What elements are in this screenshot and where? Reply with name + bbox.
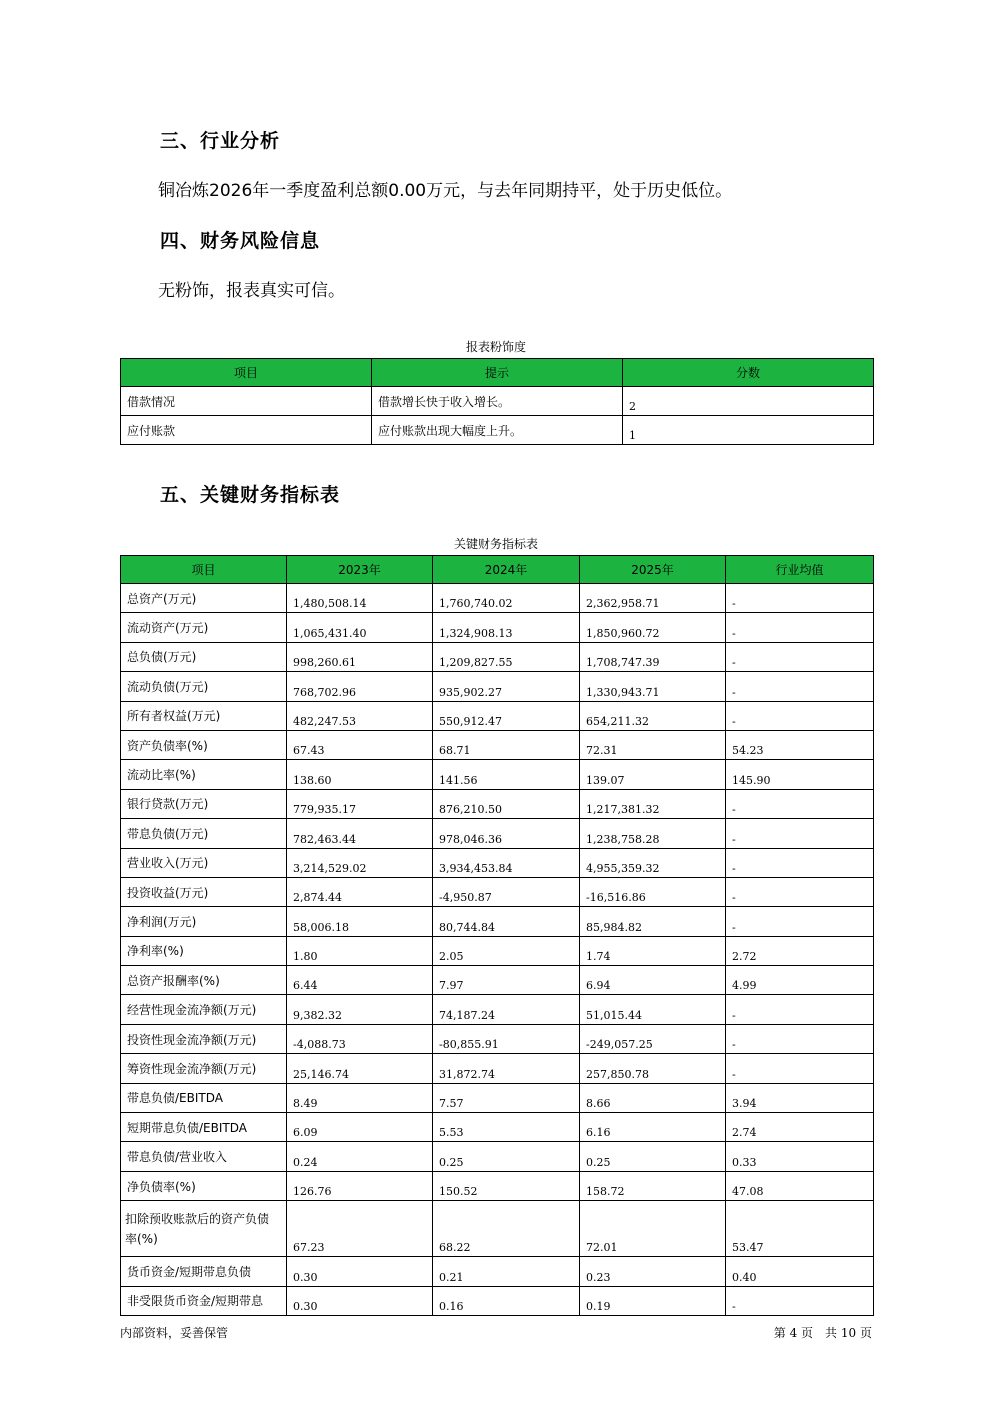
cell-value: 1,708,747.39 — [580, 642, 726, 671]
cell-item: 总负债(万元) — [121, 642, 287, 671]
cell-value: 139.07 — [580, 760, 726, 789]
table-row — [121, 995, 874, 1024]
cell-score: 2 — [623, 387, 874, 416]
cell-item: 投资性现金流净额(万元) — [121, 1024, 287, 1053]
table-row — [121, 789, 874, 818]
cell-value: 145.90 — [726, 760, 874, 789]
cell-value: 150.52 — [433, 1171, 580, 1200]
cell-value: - — [726, 877, 874, 906]
cell-value: 25,146.74 — [287, 1054, 433, 1083]
cell-item: 资产负债率(%) — [121, 730, 287, 759]
cell-value: 0.30 — [287, 1286, 433, 1315]
cell-value: 0.33 — [726, 1142, 874, 1171]
cell-value: 85,984.82 — [580, 907, 726, 936]
header-2024: 2024年 — [433, 556, 580, 584]
cell-item: 短期带息负债/EBITDA — [121, 1113, 287, 1142]
cell-hint: 借款增长快于收入增长。 — [372, 387, 623, 416]
cell-value: 2,874.44 — [287, 877, 433, 906]
cell-item: 流动比率(%) — [121, 760, 287, 789]
cell-value: 0.24 — [287, 1142, 433, 1171]
table-row — [121, 1201, 874, 1257]
cell-value: 6.44 — [287, 966, 433, 995]
table-row — [121, 760, 874, 789]
cell-value: 3.94 — [726, 1083, 874, 1112]
cell-value: 876,210.50 — [433, 789, 580, 818]
cell-value: - — [726, 584, 874, 613]
risk-table-caption: 报表粉饰度 — [465, 340, 526, 354]
cell-item: 非受限货币资金/短期带息 — [121, 1286, 287, 1315]
cell-value: 72.01 — [580, 1201, 726, 1257]
page-suffix: 页 — [859, 1326, 872, 1340]
cell-value: 3,214,529.02 — [287, 848, 433, 877]
cell-value: 2.74 — [726, 1113, 874, 1142]
page-prefix: 第 — [773, 1326, 786, 1340]
table-row — [121, 672, 874, 701]
cell-value: -249,057.25 — [580, 1024, 726, 1053]
risk-table — [120, 358, 874, 445]
section-5-title: 五、关键财务指标表 — [160, 484, 341, 506]
cell-item: 净利率(%) — [121, 936, 287, 965]
cell-value: - — [726, 819, 874, 848]
cell-value: 67.43 — [287, 730, 433, 759]
cell-value: 126.76 — [287, 1171, 433, 1200]
cell-value: 2.05 — [433, 936, 580, 965]
cell-value: 0.30 — [287, 1257, 433, 1286]
cell-value: - — [726, 848, 874, 877]
cell-value: 6.16 — [580, 1113, 726, 1142]
cell-item: 净利润(万元) — [121, 907, 287, 936]
cell-value: - — [726, 1054, 874, 1083]
cell-value: 58,006.18 — [287, 907, 433, 936]
cell-value: 1,217,381.32 — [580, 789, 726, 818]
cell-value: 1,480,508.14 — [287, 584, 433, 613]
cell-value: -16,516.86 — [580, 877, 726, 906]
cell-score: 1 — [623, 416, 874, 445]
table-row — [121, 1142, 874, 1171]
cell-value: - — [726, 1024, 874, 1053]
table-row — [121, 642, 874, 671]
table-row — [121, 1171, 874, 1200]
cell-value: -80,855.91 — [433, 1024, 580, 1053]
page-mid: 页 共 — [801, 1326, 838, 1340]
cell-value: 6.09 — [287, 1113, 433, 1142]
table-row — [121, 387, 874, 416]
header-item: 项目 — [121, 556, 287, 584]
cell-value: - — [726, 701, 874, 730]
cell-value: 1.74 — [580, 936, 726, 965]
cell-item: 借款情况 — [121, 387, 372, 416]
cell-value: 141.56 — [433, 760, 580, 789]
table-row — [121, 936, 874, 965]
cell-value: 6.94 — [580, 966, 726, 995]
cell-value: 1,209,827.55 — [433, 642, 580, 671]
cell-item: 经营性现金流净额(万元) — [121, 995, 287, 1024]
cell-value: 1.80 — [287, 936, 433, 965]
table-row — [121, 907, 874, 936]
footer-page-number — [774, 1324, 872, 1341]
header-item: 项目 — [121, 359, 372, 387]
cell-value: - — [726, 907, 874, 936]
table-row — [121, 848, 874, 877]
cell-value: 4,955,359.32 — [580, 848, 726, 877]
cell-value: 67.23 — [287, 1201, 433, 1257]
table-row — [121, 1083, 874, 1112]
cell-value: -4,950.87 — [433, 877, 580, 906]
table-row — [121, 1286, 874, 1315]
cell-item: 流动负债(万元) — [121, 672, 287, 701]
table-row — [121, 584, 874, 613]
cell-item: 营业收入(万元) — [121, 848, 287, 877]
cell-item: 总资产报酬率(%) — [121, 966, 287, 995]
kpi-table — [120, 555, 874, 1316]
cell-value: 80,744.84 — [433, 907, 580, 936]
cell-value: 782,463.44 — [287, 819, 433, 848]
cell-value: 54.23 — [726, 730, 874, 759]
cell-value: 1,850,960.72 — [580, 613, 726, 642]
cell-value: 51,015.44 — [580, 995, 726, 1024]
header-2023: 2023年 — [287, 556, 433, 584]
page-current: 4 — [789, 1326, 798, 1340]
section-4-text: 无粉饰，报表真实可信。 — [158, 281, 345, 301]
table-row — [121, 1054, 874, 1083]
cell-value: 31,872.74 — [433, 1054, 580, 1083]
header-hint: 提示 — [372, 359, 623, 387]
cell-value: 3,934,453.84 — [433, 848, 580, 877]
cell-value: 7.57 — [433, 1083, 580, 1112]
cell-value: 2.72 — [726, 936, 874, 965]
header-2025: 2025年 — [580, 556, 726, 584]
cell-value: 1,330,943.71 — [580, 672, 726, 701]
cell-value: 978,046.36 — [433, 819, 580, 848]
page-total: 10 — [840, 1326, 857, 1340]
cell-value: - — [726, 789, 874, 818]
cell-value: 0.21 — [433, 1257, 580, 1286]
cell-value: 2,362,958.71 — [580, 584, 726, 613]
cell-value: 1,324,908.13 — [433, 613, 580, 642]
cell-value: 74,187.24 — [433, 995, 580, 1024]
cell-item: 流动资产(万元) — [121, 613, 287, 642]
cell-value: - — [726, 1286, 874, 1315]
cell-item: 净负债率(%) — [121, 1171, 287, 1200]
cell-item: 扣除预收账款后的资产负债率(%) — [121, 1201, 287, 1257]
cell-item: 带息负债/营业收入 — [121, 1142, 287, 1171]
cell-value: 482,247.53 — [287, 701, 433, 730]
cell-item: 筹资性现金流净额(万元) — [121, 1054, 287, 1083]
cell-value: 0.23 — [580, 1257, 726, 1286]
cell-item: 带息负债(万元) — [121, 819, 287, 848]
cell-item: 所有者权益(万元) — [121, 701, 287, 730]
cell-value: 779,935.17 — [287, 789, 433, 818]
section-3-title: 三、行业分析 — [160, 130, 281, 152]
cell-value: 53.47 — [726, 1201, 874, 1257]
cell-value: 8.49 — [287, 1083, 433, 1112]
cell-value: 1,760,740.02 — [433, 584, 580, 613]
cell-value: 935,902.27 — [433, 672, 580, 701]
cell-value: 0.16 — [433, 1286, 580, 1315]
cell-item: 带息负债/EBITDA — [121, 1083, 287, 1112]
cell-value: - — [726, 613, 874, 642]
kpi-table-header-row — [121, 556, 874, 584]
table-row — [121, 966, 874, 995]
cell-value: - — [726, 672, 874, 701]
cell-item: 应付账款 — [121, 416, 372, 445]
cell-value: 7.97 — [433, 966, 580, 995]
cell-value: 68.71 — [433, 730, 580, 759]
table-row — [121, 416, 874, 445]
table-row — [121, 701, 874, 730]
cell-value: 550,912.47 — [433, 701, 580, 730]
header-score: 分数 — [623, 359, 874, 387]
cell-value: 158.72 — [580, 1171, 726, 1200]
cell-value: - — [726, 642, 874, 671]
cell-item: 银行贷款(万元) — [121, 789, 287, 818]
cell-hint: 应付账款出现大幅度上升。 — [372, 416, 623, 445]
table-row — [121, 730, 874, 759]
cell-value: 0.25 — [433, 1142, 580, 1171]
cell-value: - — [726, 995, 874, 1024]
risk-table-header-row — [121, 359, 874, 387]
cell-value: 5.53 — [433, 1113, 580, 1142]
cell-value: 47.08 — [726, 1171, 874, 1200]
section-4-title: 四、财务风险信息 — [160, 230, 321, 252]
section-3-text: 铜冶炼2026年一季度盈利总额0.00万元，与去年同期持平，处于历史低位。 — [158, 181, 733, 201]
table-row — [121, 1257, 874, 1286]
footer-confidential: 内部资料，妥善保管 — [120, 1326, 229, 1340]
cell-value: 1,065,431.40 — [287, 613, 433, 642]
cell-value: 0.40 — [726, 1257, 874, 1286]
table-row — [121, 819, 874, 848]
cell-value: 4.99 — [726, 966, 874, 995]
cell-value: 768,702.96 — [287, 672, 433, 701]
cell-value: 0.25 — [580, 1142, 726, 1171]
table-row — [121, 613, 874, 642]
cell-value: 998,260.61 — [287, 642, 433, 671]
cell-item: 投资收益(万元) — [121, 877, 287, 906]
table-row — [121, 1024, 874, 1053]
cell-value: 138.60 — [287, 760, 433, 789]
table-row — [121, 877, 874, 906]
cell-value: 257,850.78 — [580, 1054, 726, 1083]
cell-value: 8.66 — [580, 1083, 726, 1112]
cell-value: -4,088.73 — [287, 1024, 433, 1053]
cell-item: 总资产(万元) — [121, 584, 287, 613]
kpi-table-caption: 关键财务指标表 — [453, 537, 538, 551]
cell-value: 68.22 — [433, 1201, 580, 1257]
cell-value: 1,238,758.28 — [580, 819, 726, 848]
cell-value: 72.31 — [580, 730, 726, 759]
cell-value: 654,211.32 — [580, 701, 726, 730]
table-row — [121, 1113, 874, 1142]
cell-value: 9,382.32 — [287, 995, 433, 1024]
cell-value: 0.19 — [580, 1286, 726, 1315]
header-industry-avg: 行业均值 — [726, 556, 874, 584]
cell-item: 货币资金/短期带息负债 — [121, 1257, 287, 1286]
